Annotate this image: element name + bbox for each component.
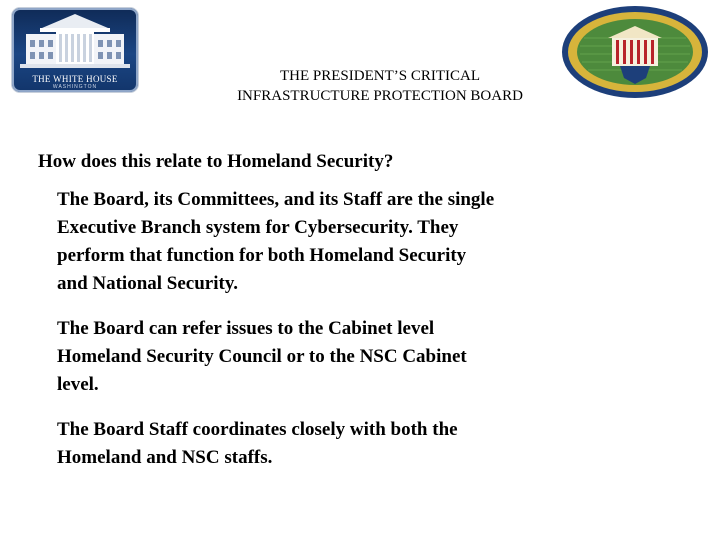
paragraph-line: Homeland Security Council or to the NSC Cabinet [57, 346, 467, 367]
paragraph-line: The Board Staff coordinates closely with both the [57, 419, 458, 440]
paragraph-3 [57, 416, 458, 472]
white-house-title: THE WHITE HOUSE [32, 74, 118, 84]
paragraph-line: The Board can refer issues to the Cabinet level [57, 318, 435, 339]
paragraph-1 [57, 186, 494, 298]
white-house-subtitle: WASHINGTON [52, 84, 98, 90]
paragraph-line: and National Security. [57, 273, 239, 294]
page-header [180, 66, 580, 106]
paragraph-line: perform that function for both Homeland Security [57, 245, 467, 266]
paragraph-line: The Board, its Committees, and its Staff are the single [57, 189, 495, 210]
board-seal-icon [560, 4, 710, 100]
paragraph-line: Executive Branch system for Cybersecurity. They [57, 217, 459, 238]
section-question: How does this relate to Homeland Security? [38, 151, 394, 172]
header-line-1: THE PRESIDENT’S CRITICAL [280, 68, 480, 84]
white-house-logo [12, 8, 138, 92]
header-line-2: INFRASTRUCTURE PROTECTION BOARD [237, 88, 523, 104]
paragraph-2 [57, 315, 467, 399]
paragraph-line: level. [57, 374, 99, 395]
paragraph-line: Homeland and NSC staffs. [57, 447, 273, 468]
white-house-building-icon [12, 8, 138, 74]
